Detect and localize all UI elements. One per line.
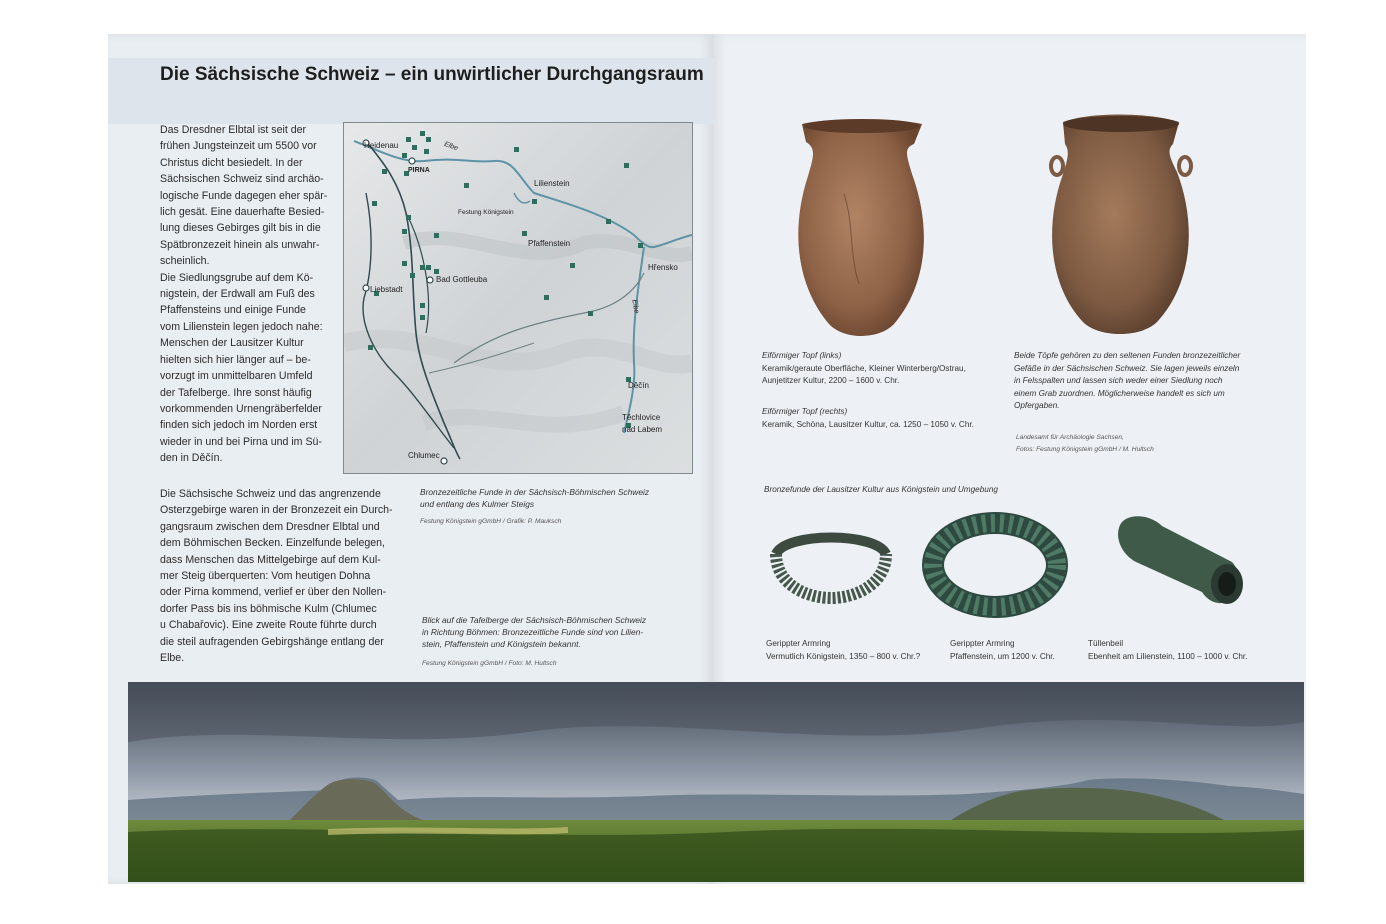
text-line: finden sich jedoch im Norden erst [160, 419, 318, 432]
photo-caption-line: stein, Pfaffenstein und Königstein bekannt. [422, 639, 581, 649]
page-title: Die Sächsische Schweiz – ein unwirtlicher Durchgangsraum [160, 64, 704, 85]
text-line: frühen Jungsteinzeit um 5500 vor [160, 140, 317, 153]
photo-credit: Festung Königstein gGmbH / Foto: M. Hultsch [422, 660, 557, 667]
map-label-pfaffenstein: Pfaffenstein [528, 239, 571, 248]
brochure-spread [108, 34, 1306, 884]
pot-right-caption [762, 406, 974, 431]
map-label-pirna: PIRNA [408, 167, 430, 174]
text-line: vom Lilienstein legen jedoch nahe: [160, 320, 323, 333]
map-label-nad-labem: nad Labem [622, 425, 663, 434]
note-line: in Felsspalten und lassen sich weder einer Siedlung noch [1014, 376, 1223, 386]
pot-left-detail: Aunjetitzer Kultur, 2200 – 1600 v. Chr. [762, 376, 900, 386]
archaeology-map [343, 122, 693, 474]
text-line: Elbe. [160, 652, 185, 665]
table-mountains-panorama [128, 682, 1304, 882]
note-line: Beide Töpfe gehören zu den seltenen Funden bronzezeitlicher [1014, 351, 1241, 360]
pot-right-detail: Keramik, Schöna, Lausitzer Kultur, ca. 1250 – 1050 v. Chr. [762, 419, 974, 429]
text-line: Pfaffensteins und einige Funde [160, 304, 306, 317]
text-line: gangsraum zwischen dem Dresdner Elbtal und [160, 520, 380, 533]
text-line: vorkommenden Urnengräberfelder [160, 402, 322, 415]
map-label-festung-koenigstein: Festung Königstein [458, 209, 514, 216]
bronze-heading: Bronzefunde der Lausitzer Kultur aus Königstein und Umgebung [764, 485, 998, 494]
ribbed-armring-2 [920, 510, 1070, 620]
credit-line: Landesamt für Archäologie Sachsen, [1016, 434, 1124, 441]
map-credit: Festung Königstein gGmbH / Grafik: P. Mauksch [420, 518, 562, 525]
bronze-item-detail: Vermutlich Königstein, 1350 – 800 v. Chr.? [766, 651, 921, 661]
text-line: dass Menschen das Mittelgebirge auf dem Kul- [160, 553, 381, 566]
pot-left-detail: Keramik/geraute Oberfläche, Kleiner Winterberg/Ostrau, [762, 363, 966, 373]
egg-shaped-pot-right [1039, 110, 1199, 342]
text-line: wieder in und bei Pirna und im Sü- [160, 435, 322, 448]
bronze-item-detail: Ebenheit am Lilienstein, 1100 – 1000 v. Chr. [1088, 651, 1248, 661]
map-label-lilienstein: Lilienstein [534, 179, 570, 188]
map-label-decin: Děčín [628, 381, 649, 390]
map-label-hrensko: Hřensko [648, 263, 678, 272]
map-caption-line: und entlang des Kulmer Steigs [420, 499, 535, 509]
map-caption [420, 486, 649, 510]
bronze-item-name: Tüllenbeil [1088, 639, 1124, 648]
text-line: logische Funde dagegen eher spär- [160, 189, 328, 202]
text-line: der Tafelberge. Ihre sonst häufig [160, 386, 312, 399]
text-line: vorzugt im unmittelbaren Umfeld [160, 370, 313, 383]
credit-line: Fotos: Festung Königstein gGmbH / M. Hultsch [1016, 446, 1154, 453]
text-line: nigstein, der Erdwall am Fuß des [160, 288, 315, 301]
note-line: Gefäße in der Sächsischen Schweiz. Sie lagen jeweils einzeln [1014, 363, 1240, 373]
egg-shaped-pot-left [784, 114, 934, 344]
bronze-item-detail: Pfaffenstein, um 1200 v. Chr. [950, 651, 1055, 661]
bronze-item-name: Gerippter Armring [950, 639, 1015, 648]
text-line: dem Böhmischen Becken. Einzelfunde belegen, [160, 537, 385, 550]
map-label-elbe: Elbe [443, 140, 459, 153]
text-line: Das Dresdner Elbtal ist seit der [160, 124, 307, 136]
map-label-elbe-south: Elbe [630, 298, 640, 315]
pot-right-name: Eiförmiger Topf (rechts) [762, 407, 848, 416]
pot-left-caption [762, 350, 966, 388]
text-line: Spätbronzezeit hinein als unwahr- [160, 238, 320, 251]
note-line: einem Grab zuordnen. Möglicherweise handelt es sich um [1014, 388, 1225, 398]
bronze-item-3-caption [1088, 638, 1247, 663]
photo-caption [422, 614, 646, 650]
ribbed-armring-1 [766, 524, 896, 604]
text-line: Menschen der Lausitzer Kultur [160, 337, 304, 350]
text-line: Sächsischen Schweiz sind archäo- [160, 173, 324, 186]
second-paragraph [160, 486, 402, 666]
note-line: Opfergaben. [1014, 401, 1060, 411]
photo-caption-line: Blick auf die Tafelberge der Sächsisch-Böhmischen Schweiz [422, 615, 647, 625]
text-line: u Chabařovic). Eine zweite Route führte durch [160, 619, 377, 632]
map-label-bad-gottleuba: Bad Gottleuba [436, 275, 488, 284]
map-label-liebstadt: Liebstadt [370, 285, 403, 294]
text-line: lich gesät. Eine dauerhafte Besied- [160, 206, 325, 219]
map-label-chlumec: Chlumec [408, 451, 440, 460]
map-caption-line: Bronzezeitliche Funde in der Sächsisch-Böhmischen Schweiz [420, 487, 650, 497]
map-label-techlovice: Těchlovice [622, 413, 661, 422]
text-line: den in Děčín. [160, 452, 223, 465]
text-line: lung dieses Gebirges gilt bis in die [160, 222, 321, 235]
bronze-item-2-caption [950, 638, 1055, 663]
text-line: Die Sächsische Schweiz und das angrenzende [160, 488, 381, 500]
text-line: die steil aufragenden Gebirgshänge entlang der [160, 635, 384, 648]
bronze-item-1-caption [766, 638, 920, 663]
text-line: oder Pirna kommend, verlief er über den Nollen- [160, 586, 387, 599]
map-label-heidenau: Heidenau [364, 141, 399, 150]
socketed-axe [1102, 502, 1262, 612]
text-line: hielten sich hier länger auf – be- [160, 353, 311, 366]
text-line: Die Siedlungsgrube auf dem Kö- [160, 271, 314, 284]
pot-left-name: Eiförmiger Topf (links) [762, 351, 842, 360]
bronze-item-name: Gerippter Armring [766, 639, 831, 648]
text-line: Christus dicht besiedelt. In der [160, 156, 303, 169]
text-line: Osterzgebirge waren in der Bronzezeit ein Durch- [160, 504, 393, 517]
text-line: scheinlich. [160, 255, 210, 268]
photo-caption-line: in Richtung Böhmen: Bronzezeitliche Funde sind von Lilien- [422, 627, 644, 637]
text-line: dorfer Pass bis ins böhmische Kulm (Chlumec [160, 602, 377, 615]
pots-credit [1016, 432, 1154, 456]
text-line: mer Steig überquerten: Vom heutigen Dohna [160, 570, 371, 583]
pots-note [1014, 350, 1240, 413]
